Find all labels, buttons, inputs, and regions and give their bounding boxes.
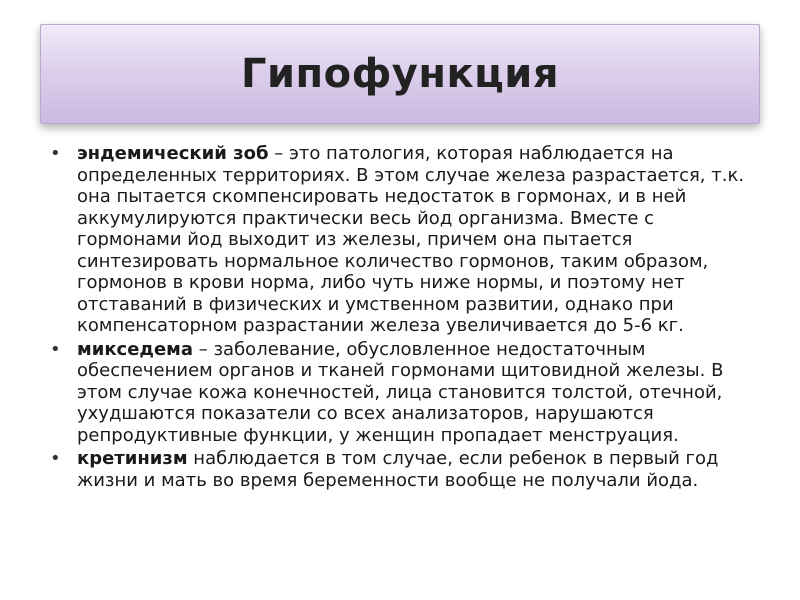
slide-title: Гипофункция xyxy=(240,51,560,97)
bullet-dot-icon: • xyxy=(50,448,61,469)
bullet-term: микседема xyxy=(77,338,194,360)
bullet-text: – заболевание, обусловленное недостаточным обеспечением органов и тканей гормонами щитовидной железы. В этом случае кожа конечностей, лица становится толстой, отечной, ухудшаются показатели со всех анализаторов, нарушаются репродуктивные функции, у женщин пропадает менструация. xyxy=(77,338,724,446)
bullet-text: наблюдается в том случае, если ребенок в первый год жизни и мать во время беременности вообще не получали йода. xyxy=(77,448,719,491)
title-box xyxy=(40,24,760,124)
bullet-item-cretinism xyxy=(48,448,760,491)
bullet-term: кретинизм xyxy=(77,448,188,469)
bullet-dot-icon: • xyxy=(50,338,61,360)
bullet-dot-icon: • xyxy=(50,143,61,164)
bullet-term: эндемический зоб xyxy=(77,143,269,164)
bullet-item-endemic-goiter xyxy=(48,143,760,337)
bullet-item-myxedema xyxy=(48,339,760,447)
bullet-text: – это патология, которая наблюдается на определенных территориях. В этом случае железа разрастается, т.к. она пытается скомпенсировать недостаток в гормонах, и в ней аккумулируются практически весь йод организма. Вместе с гормонами йод выходит из железы, причем она пытается синтезировать нормальное количество гормонов, таким образом, гормонов в крови норма, либо чуть ниже нормы, и поэтому нет отставаний в физических и умственном развитии, однако при компенсаторном разрастании железа увеличивается до 5-6 кг. xyxy=(77,143,745,336)
bullet-list xyxy=(48,143,760,493)
